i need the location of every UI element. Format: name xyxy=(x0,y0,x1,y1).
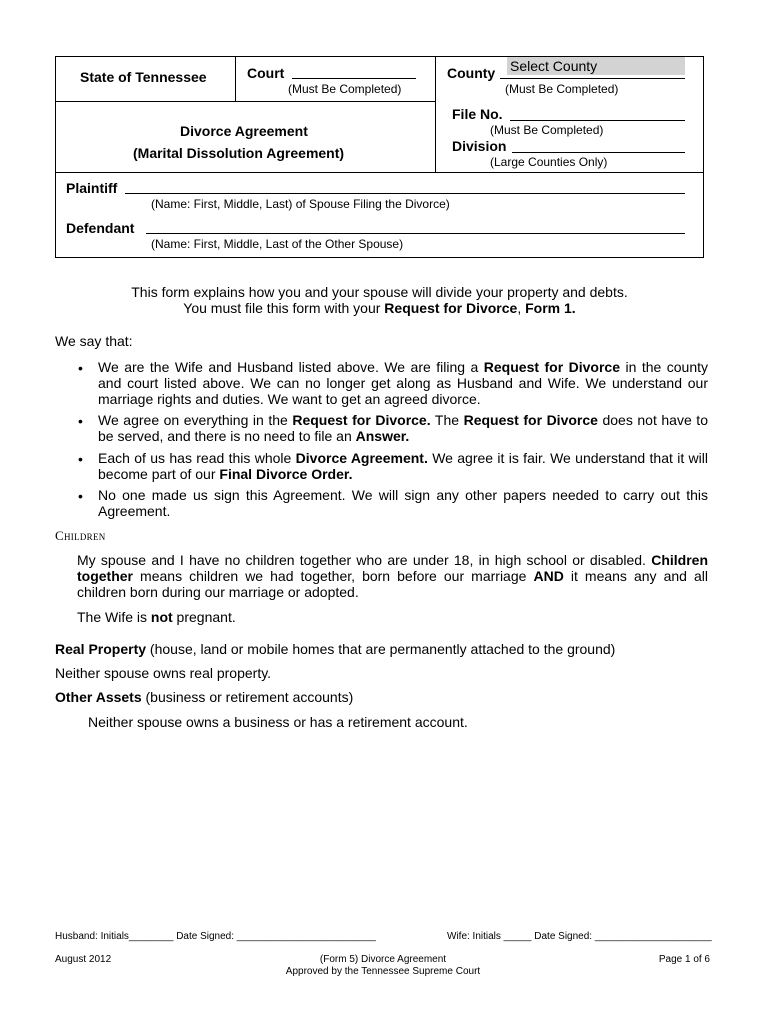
form-date: August 2012 xyxy=(55,954,112,965)
children-heading: Children xyxy=(55,528,106,543)
county-note: (Must Be Completed) xyxy=(505,82,619,96)
plaintiff-input[interactable] xyxy=(125,193,685,194)
caption-divider-left xyxy=(235,56,236,102)
intro-line-1: This form explains how you and your spouse will divide your property and debts. xyxy=(131,284,628,300)
defendant-note: (Name: First, Middle, Last of the Other Spouse) xyxy=(151,237,404,251)
file-no-label: File No. xyxy=(452,106,503,122)
county-underline xyxy=(500,78,685,79)
other-assets-heading: Other Assets (business or retirement accounts) xyxy=(55,689,354,705)
real-property-heading: Real Property (house, land or mobile homes that are permanently attached to the ground) xyxy=(55,641,616,657)
bullet-dot-1: • xyxy=(78,360,83,376)
intro-line-2: You must file this form with your Request for Divorce, Form 1. xyxy=(183,300,576,316)
caption-divider-row1 xyxy=(55,101,436,102)
division-input[interactable] xyxy=(512,152,685,153)
form-subtitle: (Marital Dissolution Agreement) xyxy=(133,145,345,161)
we-say-label: We say that: xyxy=(55,333,133,349)
pregnancy-statement: The Wife is not pregnant. xyxy=(77,609,236,625)
division-note: (Large Counties Only) xyxy=(490,155,608,169)
court-note: (Must Be Completed) xyxy=(288,82,402,96)
division-label: Division xyxy=(452,138,507,154)
bullet-item-2: We agree on everything in the Request for Divorce. The Request for Divorce does not have to be served, and there is no need to file an Answer. xyxy=(98,412,708,444)
state-label: State of Tennessee xyxy=(80,69,207,85)
real-property-text: Neither spouse owns real property. xyxy=(55,665,272,681)
defendant-label: Defendant xyxy=(66,220,135,236)
approval-line: Approved by the Tennessee Supreme Court xyxy=(285,966,481,977)
court-label: Court xyxy=(247,65,285,81)
bullet-item-3: Each of us has read this whole Divorce Agreement. We agree it is fair. We understand that it will become part of our Final Divorce Order. xyxy=(98,450,708,482)
file-no-input[interactable] xyxy=(510,120,685,121)
wife-initials-line[interactable]: Wife: Initials _____ Date Signed: _____________________ xyxy=(447,931,712,942)
page-number: Page 1 of 6 xyxy=(658,954,710,965)
plaintiff-label: Plaintiff xyxy=(66,180,118,196)
defendant-input[interactable] xyxy=(146,233,685,234)
other-assets-text: Neither spouse owns a business or has a retirement account. xyxy=(88,714,468,730)
intro-text xyxy=(55,284,704,316)
county-label: County xyxy=(447,65,496,81)
caption-divider-right xyxy=(435,56,436,172)
bullet-dot-4: • xyxy=(78,488,83,504)
bullet-dot-3: • xyxy=(78,451,83,467)
form-title: Divorce Agreement xyxy=(180,123,308,139)
bullet-item-1: We are the Wife and Husband listed above. We are filing a Request for Divorce in the county and court listed above. We can no longer get along as Husband and Wife. We understand our marriage rights and duties. We want to get an agreed divorce. xyxy=(98,359,709,407)
caption-divider-row2 xyxy=(55,172,704,173)
bullet-dot-2: • xyxy=(78,413,83,429)
form-name-line: (Form 5) Divorce Agreement xyxy=(319,954,447,965)
form-name xyxy=(200,954,566,977)
husband-initials-line[interactable]: Husband: Initials________ Date Signed: _________________________ xyxy=(55,931,376,942)
court-input[interactable] xyxy=(292,78,416,79)
children-paragraph: My spouse and I have no children together who are under 18, in high school or disabled. Children together means children we had together, born before our marriage AND it means any and all children born during our marriage or adopted. xyxy=(77,552,709,600)
plaintiff-note: (Name: First, Middle, Last) of Spouse Filing the Divorce) xyxy=(151,197,450,211)
bullet-item-4: No one made us sign this Agreement. We will sign any other papers needed to carry out this Agreement. xyxy=(98,487,708,519)
county-select[interactable]: Select County xyxy=(507,57,685,75)
file-no-note: (Must Be Completed) xyxy=(490,123,604,137)
